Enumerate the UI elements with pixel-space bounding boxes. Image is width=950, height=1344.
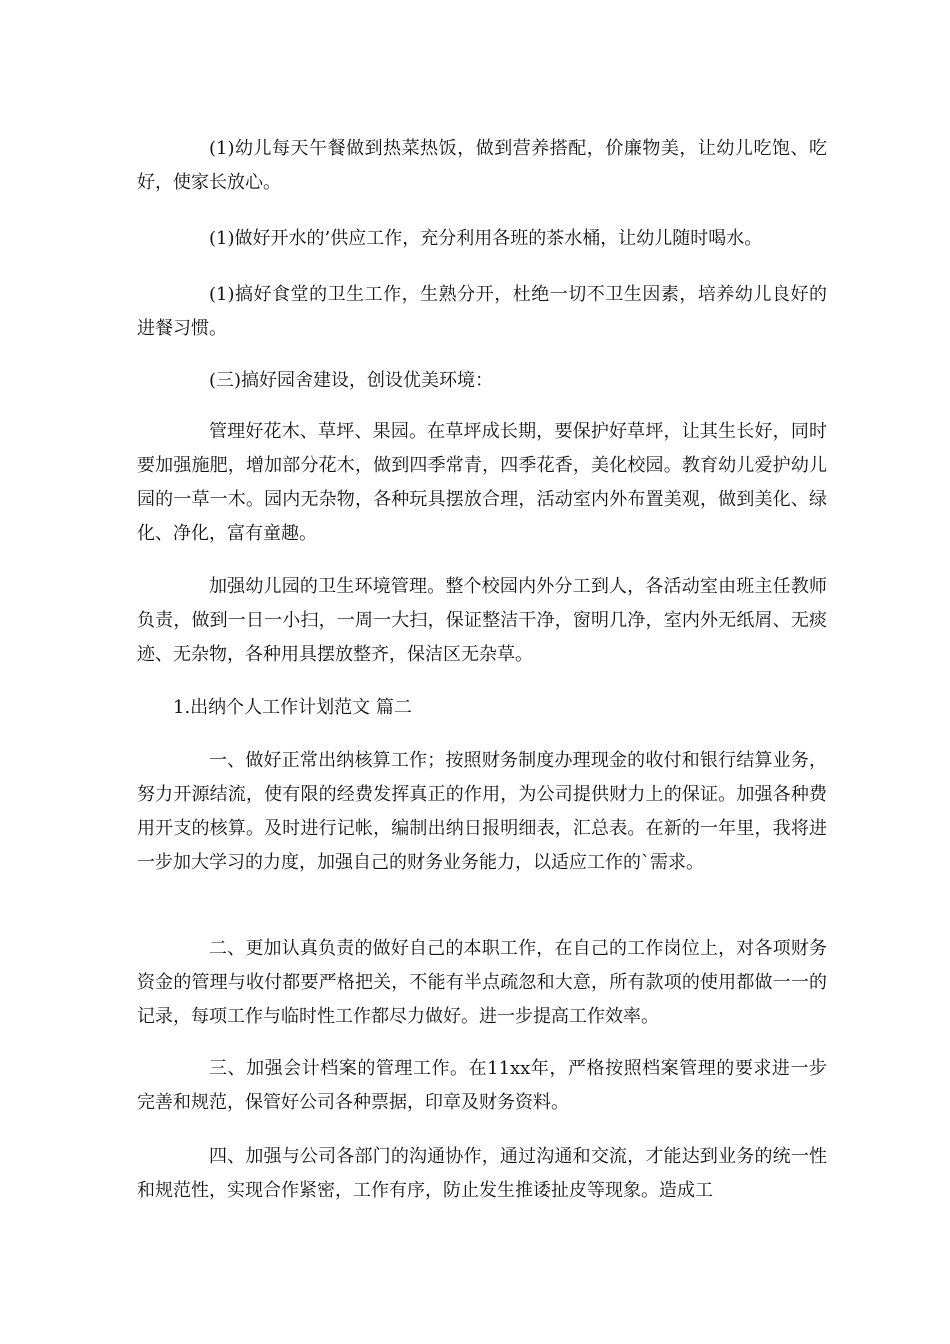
section-heading-part-two: 1.出纳个人工作计划范文 篇二	[173, 697, 412, 718]
paragraph-water: (1)做好开水的’供应工作，充分利用各班的茶水桶，让幼儿随时喝水。	[209, 228, 763, 249]
paragraph-canteen: (1)搞好食堂的卫生工作，生熟分开，杜绝一切不卫生因素，培养幼儿良好的进餐习惯。	[137, 284, 827, 339]
paragraph-garden: 管理好花木、草坪、果园。在草坪成长期，要保护好草坪，让其生长好，同时要加强施肥，增加部分花木，做到四季常青，四季花香，美化校园。教育幼儿爱护幼儿园的一草一木。园内无杂物，各种玩具摆放合理，活动室内外布置美观，做到美化、绿化、净化，富有童趣。	[137, 421, 827, 544]
paragraph-communication: 四、加强与公司各部门的沟通协作，通过沟通和交流，才能达到业务的统一性和规范性，实现合作紧密，工作有序，防止发生推诿扯皮等现象。造成工	[137, 1146, 827, 1201]
paragraph-hygiene: 加强幼儿园的卫生环境管理。整个校园内外分工到人，各活动室由班主任教师负责，做到一日一小扫，一周一大扫，保证整洁干净，窗明几净，室内外无纸屑、无痰迹、无杂物，各种用具摆放整齐，保洁区无杂草。	[137, 576, 827, 665]
paragraph-cashier-accounting: 一、做好正常出纳核算工作；按照财务制度办理现金的收付和银行结算业务，努力开源结流，使有限的经费发挥真正的作用，为公司提供财力上的保证。加强各种费用开支的核算。及时进行记帐，编制出纳日报明细表，汇总表。在新的一年里，我将进一步加大学习的力度，加强自己的财务业务能力，以适应工作的`需求。	[137, 750, 827, 873]
section-heading-environment: (三)搞好园舍建设，创设优美环境：	[209, 370, 494, 391]
paragraph-archives: 三、加强会计档案的管理工作。在11xx年，严格按照档案管理的要求进一步完善和规范，保管好公司各种票据，印章及财务资料。	[137, 1058, 827, 1113]
paragraph-duties: 二、更加认真负责的做好自己的本职工作，在自己的工作岗位上，对各项财务资金的管理与收付都要严格把关，不能有半点疏忽和大意，所有款项的使用都做一一的记录，每项工作与临时性工作都尽力做好。进一步提高工作效率。	[137, 938, 827, 1027]
paragraph-lunch: (1)幼儿每天午餐做到热菜热饭，做到营养搭配，价廉物美，让幼儿吃饱、吃好，使家长放心。	[137, 138, 827, 193]
